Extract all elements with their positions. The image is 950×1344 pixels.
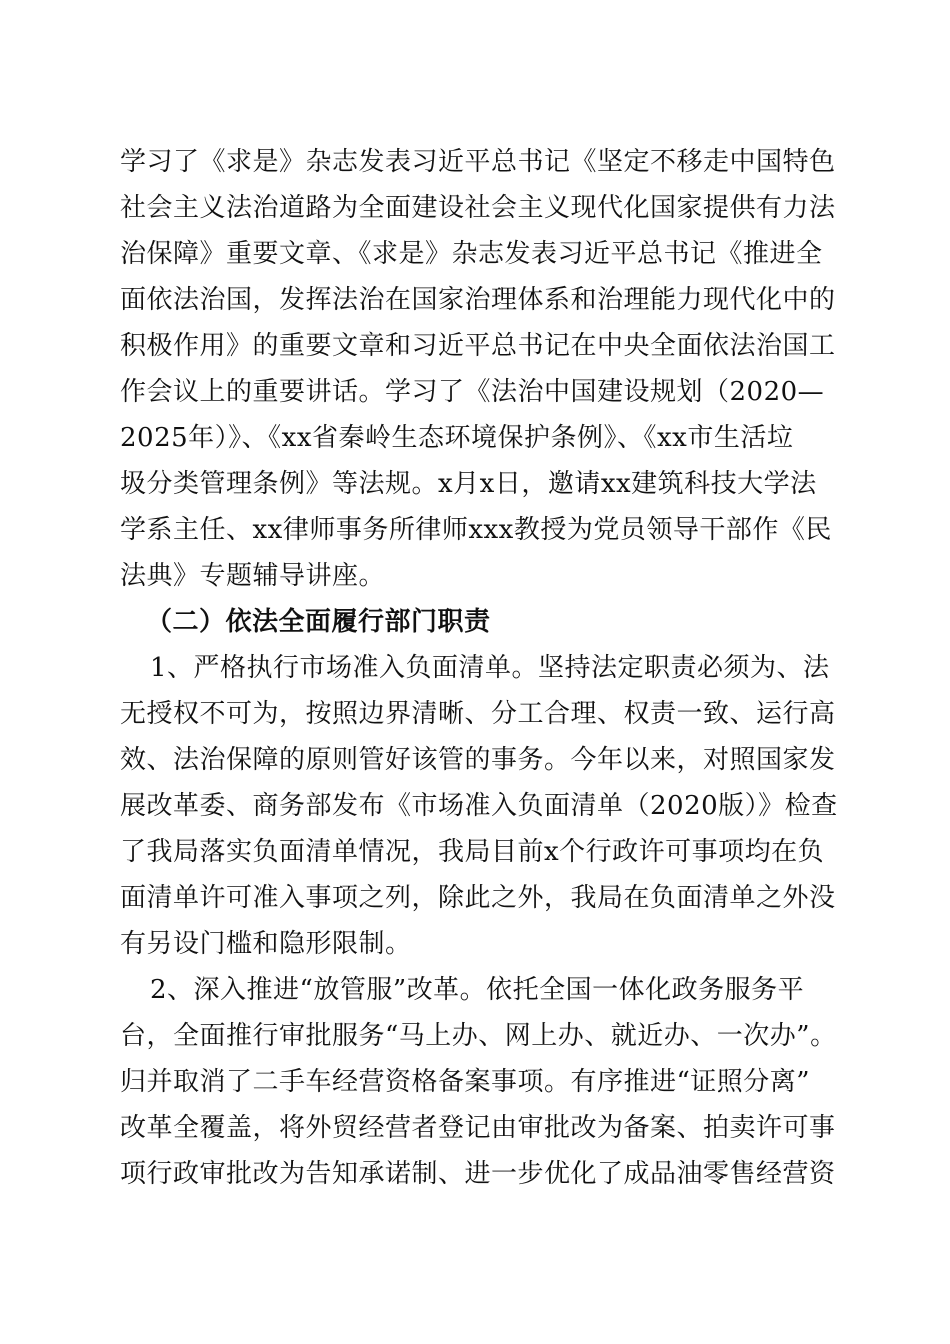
text-line: 有另设门槛和隐形限制。: [120, 929, 412, 959]
section-heading: （二）依法全面履行部门职责: [146, 607, 491, 637]
text-line: 归并取消了二手车经营资格备案事项。有序推进“证照分离”: [120, 1067, 811, 1097]
text-line: 了我局落实负面清单情况，我局目前x个行政许可事项均在负: [120, 837, 825, 867]
text-line: 圾分类管理条例》等法规。x月x日，邀请xx建筑科技大学法: [120, 469, 817, 499]
text-line: 2、深入推进“放管服”改革。依托全国一体化政务服务平: [150, 975, 805, 1005]
text-line: 改革全覆盖，将外贸经营者登记由审批改为备案、拍卖许可事: [120, 1113, 836, 1143]
text-line: 无授权不可为，按照边界清晰、分工合理、权责一致、运行高: [120, 699, 836, 729]
text-line: 项行政审批改为告知承诺制、进一步优化了成品油零售经营资: [120, 1159, 836, 1189]
text-line: 2025年）》、《xx省秦岭生态环境保护条例》、《xx市生活垃: [120, 423, 794, 453]
text-line: 社会主义法治道路为全面建设社会主义现代化国家提供有力法: [120, 193, 836, 223]
text-line: 面依法治国，发挥法治在国家治理体系和治理能力现代化中的: [120, 285, 836, 315]
text-line: 1、严格执行市场准入负面清单。坚持法定职责必须为、法: [150, 653, 830, 683]
text-line: 展改革委、商务部发布《市场准入负面清单（2020版）》检查: [120, 791, 838, 821]
text-line: 学系主任、xx律师事务所律师xxx教授为党员领导干部作《民: [120, 515, 832, 545]
text-line: 效、法治保障的原则管好该管的事务。今年以来，对照国家发: [120, 745, 836, 775]
text-line: 治保障》重要文章、《求是》杂志发表习近平总书记《推进全: [120, 239, 823, 269]
text-line: 台，全面推行审批服务“马上办、网上办、就近办、一次办”。: [120, 1021, 837, 1051]
text-line: 积极作用》的重要文章和习近平总书记在中央全面依法治国工: [120, 331, 836, 361]
text-line: 作会议上的重要讲话。学习了《法治中国建设规划（2020—: [120, 377, 825, 407]
text-line: 学习了《求是》杂志发表习近平总书记《坚定不移走中国特色: [120, 147, 836, 177]
text-line: 法典》专题辅导讲座。: [120, 561, 386, 591]
text-line: 面清单许可准入事项之列，除此之外，我局在负面清单之外没: [120, 883, 836, 913]
